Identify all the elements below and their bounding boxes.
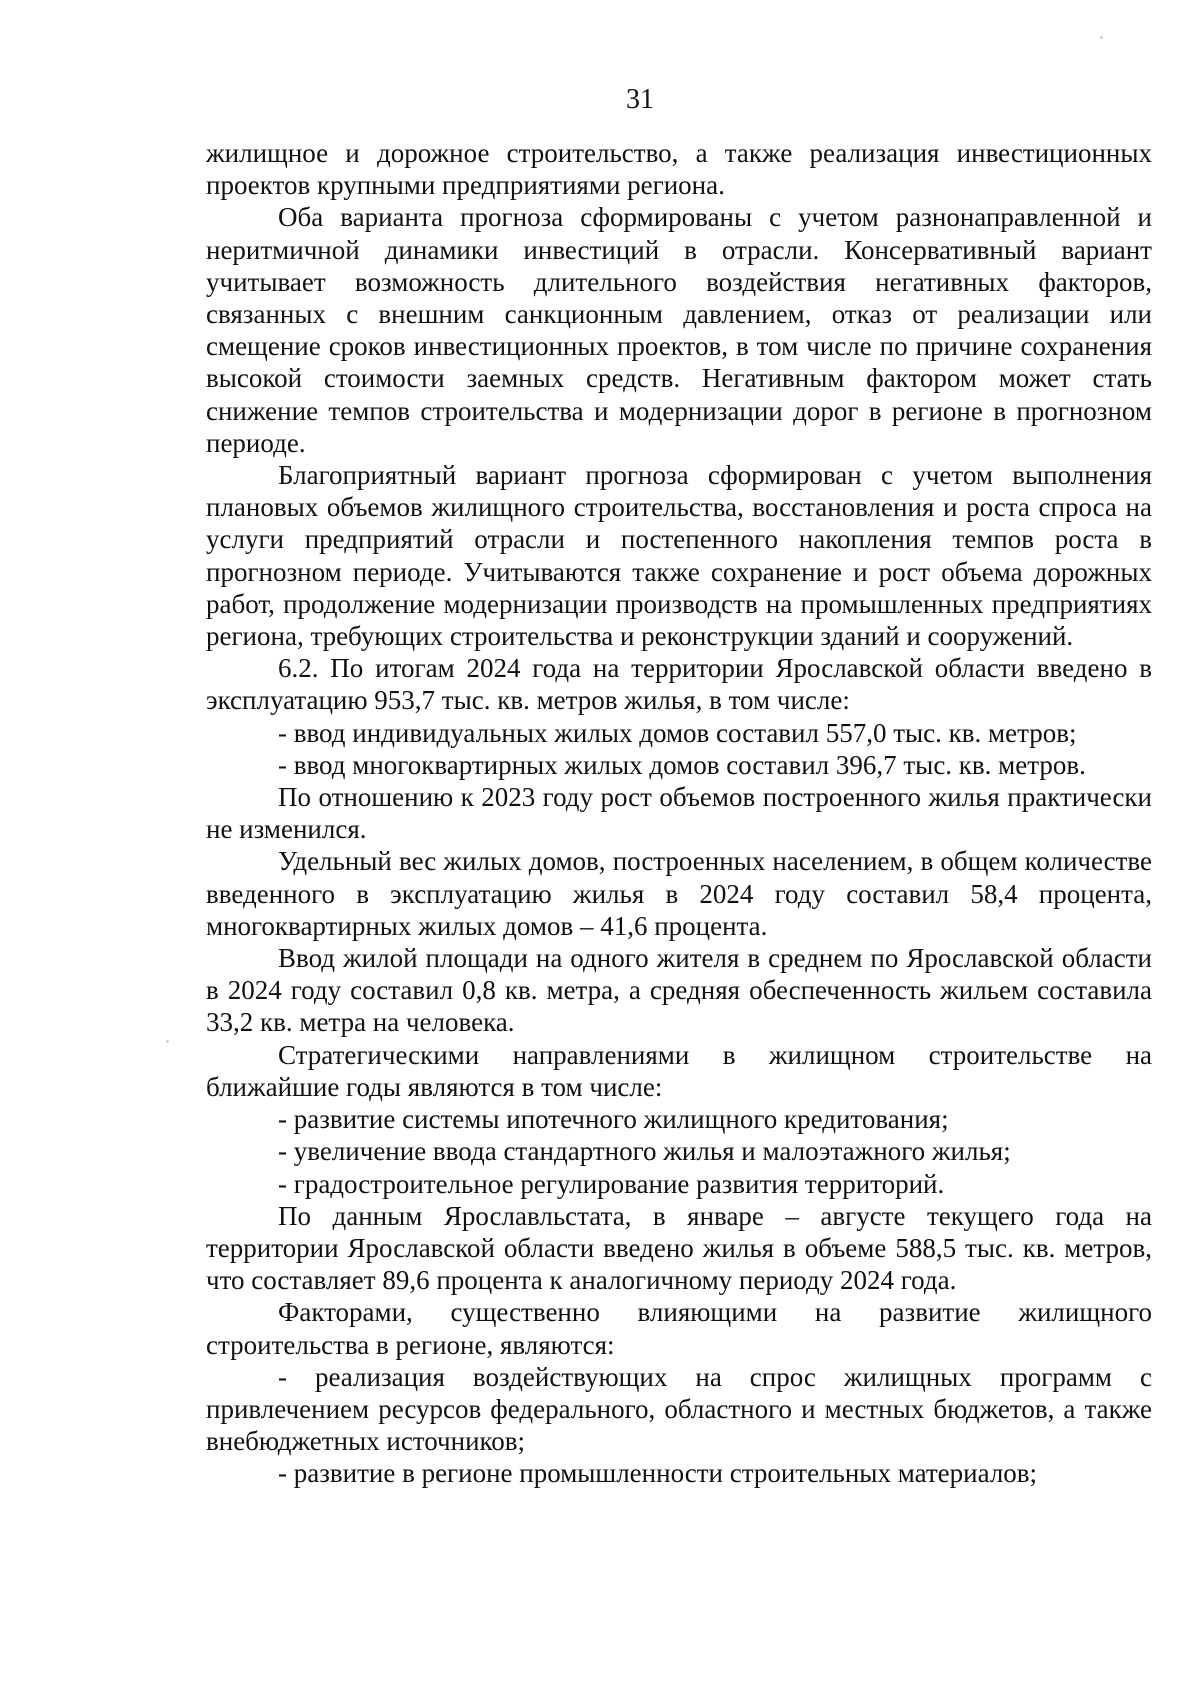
- page-number: 31: [626, 84, 654, 115]
- paragraph-per-capita: Ввод жилой площади на одного жителя в среднем по Ярославской области в 2024 году составил 0,8 кв. метра, а средняя обеспеченность жильем составила 33,2 кв. метра на человека.: [206, 943, 1152, 1038]
- list-item-housing-programs: - реализация воздействующих на спрос жилищных программ с привлечением ресурсов федерального, областного и местных бюджетов, а также внебюджетных источников;: [206, 1361, 1152, 1457]
- paragraph-favorable-variant: Благоприятный вариант прогноза сформирован с учетом выполнения плановых объемов жилищного строительства, восстановления и роста спроса на услуги предприятий отрасли и постепенного накопления темпов роста в прогнозном периоде. Учитываются также сохранение и рост объема дорожных работ, продолжение модернизации производств на промышленных предприятиях региона, требующих строительства и реконструкции зданий и сооружений.: [206, 460, 1152, 652]
- paragraph-share: Удельный вес жилых домов, построенных населением, в общем количестве введенного в эксплуатацию жилья в 2024 году составил 58,4 процента, многоквартирных жилых домов – 41,6 процента.: [206, 846, 1152, 941]
- paragraph-yaroslavlstat: По данным Ярославльстата, в январе – августе текущего года на территории Ярославской области введено жилья в объеме 588,5 тыс. кв. метров, что составляет 89,6 процента к аналогичному периоду 2024 года.: [206, 1200, 1152, 1296]
- list-item-apartment-buildings: - ввод многоквартирных жилых домов составил 396,7 тыс. кв. метров.: [278, 749, 1086, 780]
- list-item-urban-planning: - градостроительное регулирование развития территорий.: [278, 1168, 945, 1199]
- paragraph-section-6-2: 6.2. По итогам 2024 года на территории Ярославской области введено в эксплуатацию 953,7 тыс. кв. метров жилья, в том числе:: [206, 653, 1152, 716]
- paragraph-factors: Факторами, существенно влияющими на развитие жилищного строительства в регионе, являются:: [206, 1297, 1152, 1360]
- paragraph-strategic-directions: Стратегическими направлениями в жилищном строительстве на ближайшие годы являются в том числе:: [206, 1039, 1152, 1102]
- list-item-building-materials: - развитие в регионе промышленности строительных материалов;: [278, 1458, 1038, 1489]
- list-item-standard-housing: - увеличение ввода стандартного жилья и малоэтажного жилья;: [278, 1136, 1011, 1167]
- body-text: [206, 137, 1152, 1490]
- scan-speck: [1100, 36, 1103, 39]
- list-item-individual-houses: - ввод индивидуальных жилых домов составил 557,0 тыс. кв. метров;: [278, 717, 1077, 748]
- paragraph-continuation: жилищное и дорожное строительство, а также реализация инвестиционных проектов крупными предприятиями региона.: [206, 138, 1152, 201]
- paragraph-2023-comparison: По отношению к 2023 году рост объемов построенного жилья практически не изменился.: [206, 782, 1152, 845]
- list-item-mortgage: - развитие системы ипотечного жилищного кредитования;: [278, 1104, 949, 1135]
- scan-speck: [166, 1040, 169, 1043]
- paragraph-forecast-variants: Оба варианта прогноза сформированы с учетом разнонаправленной и неритмичной динамики инвестиций в отрасли. Консервативный вариант учитывает возможность длительного воздействия негативных факторов, связанных с внешним санкционным давлением, отказ от реализации или смещение сроков инвестиционных проектов, в том числе по причине сохранения высокой стоимости заемных средств. Негативным фактором может стать снижение темпов строительства и модернизации дорог в регионе в прогнозном периоде.: [206, 202, 1152, 458]
